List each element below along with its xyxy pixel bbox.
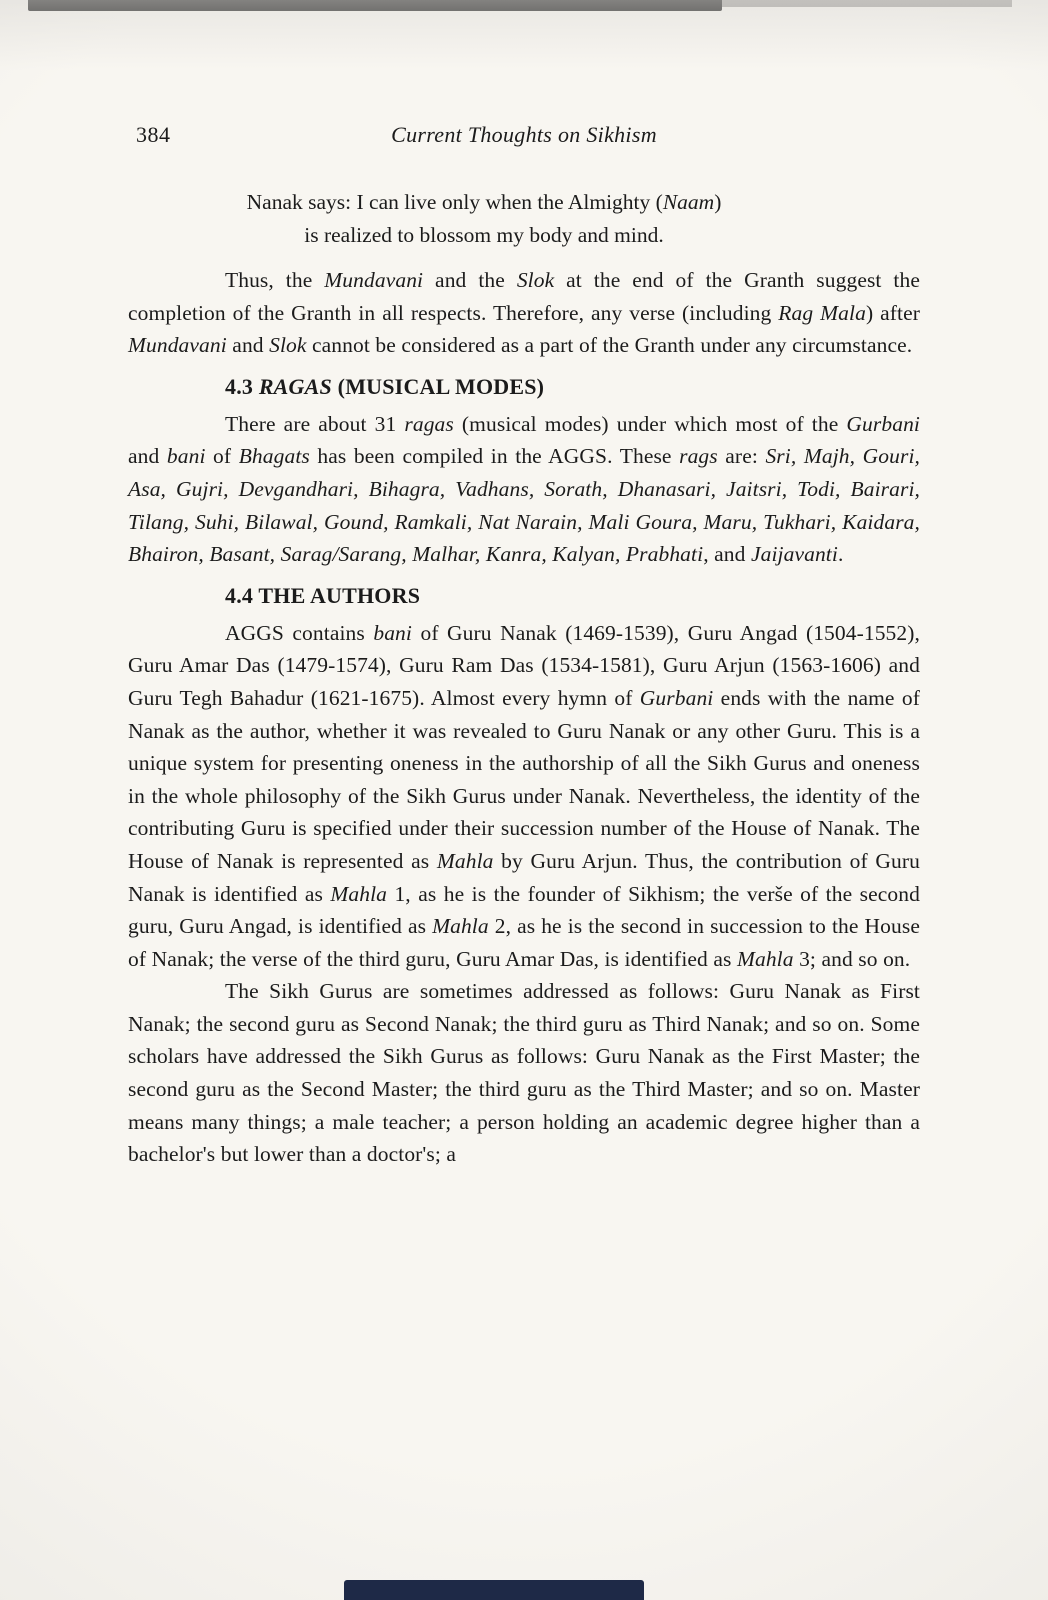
section-heading-ragas: 4.3 RAGAS (MUSICAL MODES) [225, 373, 545, 399]
paragraph-mundavani-slok: Thus, the Mundavani and the Slok at the end of the Granth suggest the completion of the Granth in all respects. Therefore, any verse (including Rag Mala) after Mundavani and Slok cannot be considered as a part of the Granth under any circumstance. [128, 268, 920, 358]
paragraph-authors: AGGS contains bani of Guru Nanak (1469-1539), Guru Angad (1504-1552), Guru Amar Das (1479-1574), Guru Ram Das (1534-1581), Guru Arjun (1563-1606) and Guru Tegh Bahadur (1621-1675). Almost every hymn of Gurbani ends with the name of Nanak as the author, whether it was revealed to Guru Nanak or any other Guru. This is a unique system for presenting oneness in the authorship of all the Sikh Gurus and oneness in the whole philosophy of the Sikh Gurus under Nanak. Nevertheless, the identity of the contributing Guru is specified under their succession number of the House of Nanak. The House of Nanak is represented as Mahla by Guru Arjun. Thus, the contribution of Guru Nanak is identified as Mahla 1, as he is the founder of Sikhism; the verše of the second guru, Guru Angad, is identified as Mahla 2, as he is the second in succession to the House of Nanak; the verse of the third guru, Guru Amar Das, is identified as Mahla 3; and so on. [128, 620, 920, 971]
section-heading-authors: 4.4 THE AUTHORS [225, 582, 421, 608]
blockquote [128, 186, 840, 252]
page-number: 384 [136, 122, 171, 147]
scan-artifact-bottom-bar [344, 1580, 644, 1600]
text-column [128, 122, 920, 1171]
paragraph-ragas-list: There are about 31 ragas (musical modes) under which most of the Gurbani and bani of Bhagats has been compiled in the AGGS. These rags are: Sri, Majh, Gouri, Asa, Gujri, Devgandhari, Bihagra, Vadhans, Sorath, Dhanasari, Jaitsri, Todi, Bairari, Tilang, Suhi, Bilawal, Gound, Ramkali, Nat Narain, Mali Goura, Maru, Tukhari, Kaidara, Bhairon, Basant, Sarag/Sarang, Malhar, Kanra, Kalyan, Prabhati, and Jaijavanti. [128, 411, 920, 567]
running-title: Current Thoughts on Sikhism [391, 122, 657, 147]
blockquote-line-1: Nanak says: I can live only when the Almighty (Naam) [246, 190, 722, 214]
page-header [128, 122, 920, 158]
blockquote-line-2: is realized to blossom my body and mind. [304, 223, 664, 247]
scan-artifact-top-shade [0, 0, 1048, 70]
paragraph-sikh-gurus-addressed: The Sikh Gurus are sometimes addressed as follows: Guru Nanak as First Nanak; the second guru as Second Nanak; the third guru as Third Nanak; and so on. Some scholars have addressed the Sikh Gurus as follows: Guru Nanak as the First Master; the second guru as the Second Master; the third guru as the Third Master; and so on. Master means many things; a male teacher; a person holding an academic degree higher than a bachelor's but lower than a doctor's; a [128, 979, 920, 1167]
